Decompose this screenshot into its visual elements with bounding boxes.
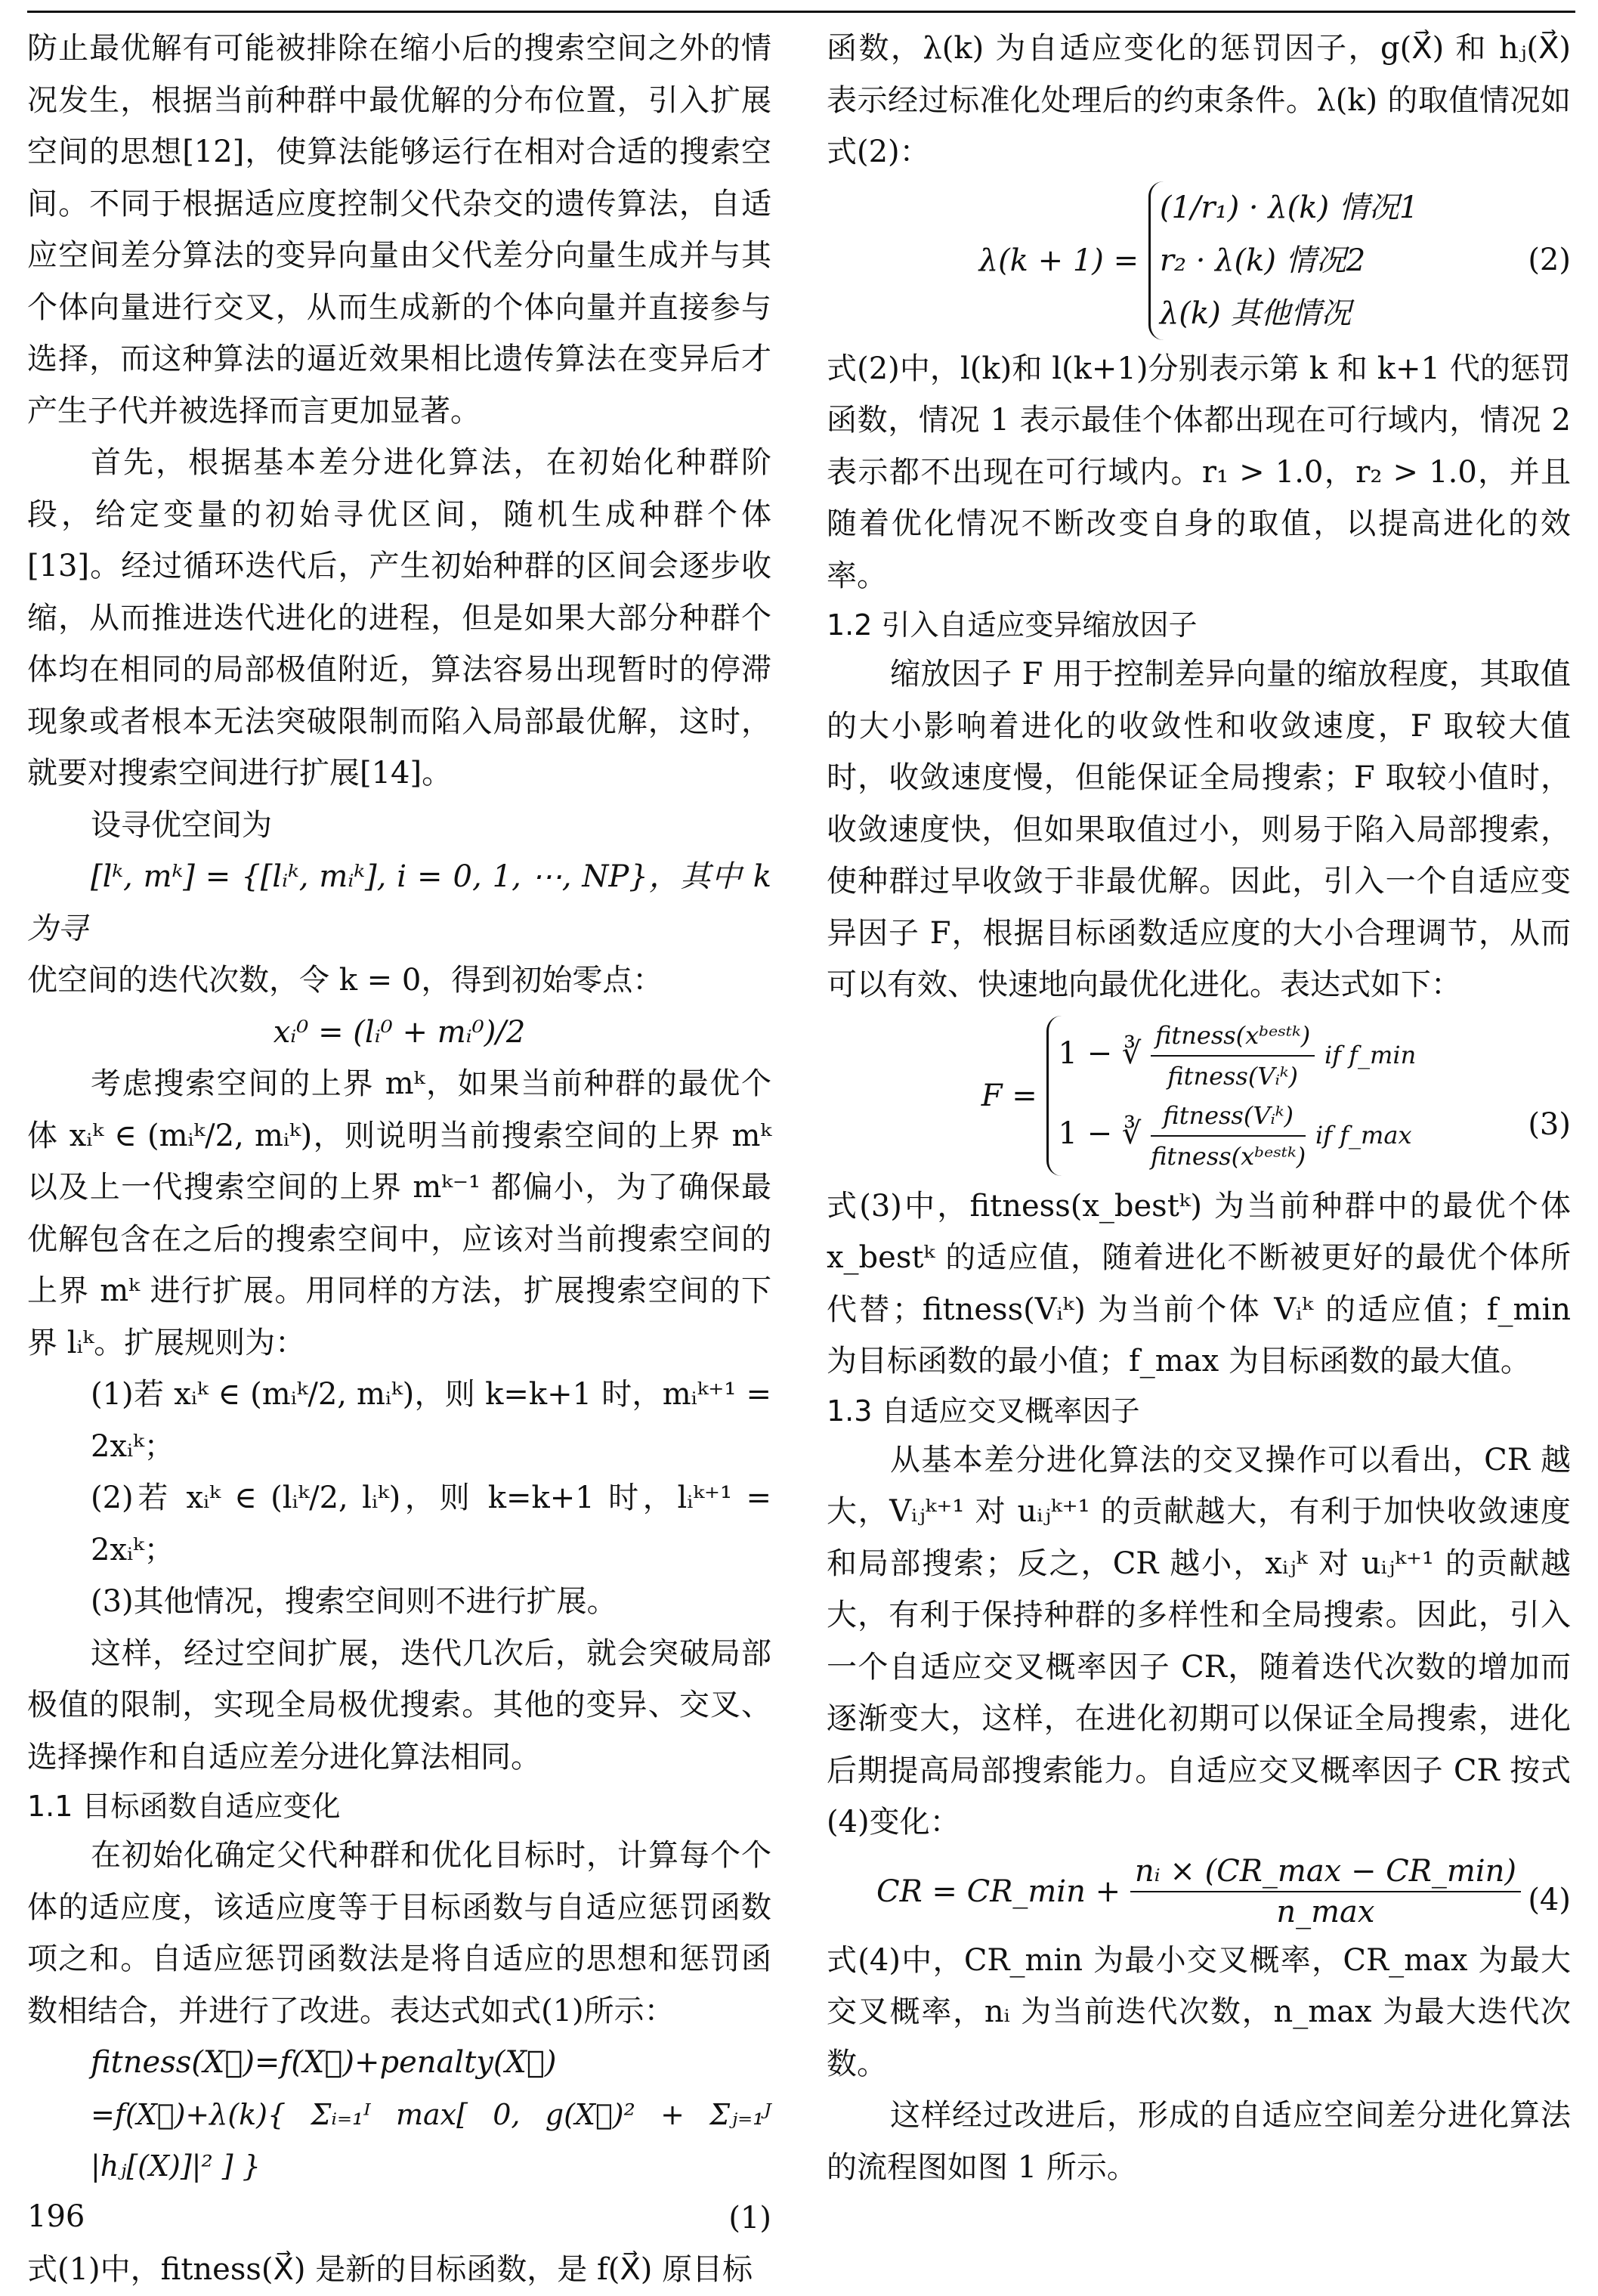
header-rule [27, 11, 1575, 13]
one-minus-cube-root: 1 − ∛ [1058, 1035, 1142, 1071]
denominator: fitness(xᵇᵉˢᵗᵏ) [1151, 1141, 1306, 1171]
equation-1-line-2: =f(X⃗)+λ(k){ Σᵢ₌₁ᴵ max[ 0, g(X⃗)² + Σⱼ₌₁ᴶ |hⱼ[(X)]|² ] } [91, 2097, 771, 2183]
equation-number: (4) [1528, 1882, 1571, 1917]
one-minus-cube-root: 1 − ∛ [1058, 1116, 1142, 1151]
equation-3-cases [1046, 1016, 1416, 1176]
equation-4-lhs: CR = CR_min + [876, 1874, 1121, 1909]
expansion-rule-3: (3)其他情况，搜索空间则不进行扩展。 [91, 1584, 617, 1619]
equation-2-case-3: λ(k) 其他情况 [1159, 296, 1352, 331]
equation-2-case-2: r₂ · λ(k) 情况2 [1159, 243, 1366, 278]
equation-3-case-2 [1058, 1096, 1416, 1176]
paragraph: 从基本差分进化算法的交叉操作可以看出，CR 越大，Vᵢⱼᵏ⁺¹ 对 uᵢⱼᵏ⁺¹ 的贡献越大，有利于加快收敛速度和局部搜索；反之，CR 越小，xᵢⱼᵏ 对 uᵢⱼᵏ⁺¹ 的贡献越大，有利于保持种群的多样性和全局搜索。因此，引入一个自适应交叉概率因子 CR，随着迭代次数的增加而逐渐变大，这样，在进化初期可以保证全局搜索，进化后期提高局部搜索能力。自适应交叉概率因子 CR 按式(4)变化： [827, 1442, 1571, 1840]
condition: if f_min [1324, 1040, 1417, 1069]
equation-2-cases [1148, 181, 1418, 340]
equation-4 [827, 1852, 1571, 1932]
paragraph: 考虑搜索空间的上界 mᵏ，如果当前种群的最优个体 xᵢᵏ ∈ (mᵢᵏ/2, mᵢᵏ)，则说明当前搜索空间的上界 mᵏ 以及上一代搜索空间的上界 mᵏ⁻¹ 都偏小，为了确保最优解包含在之后的搜索空间中，应该对当前搜索空间的上界 mᵏ 进行扩展。用同样的方法，扩展搜索空间的下界 lᵢᵏ。扩展规则为： [27, 1066, 771, 1360]
equation-initial-point: xᵢ⁰ = (lᵢ⁰ + mᵢ⁰)/2 [273, 1014, 526, 1050]
fraction [1151, 1096, 1306, 1176]
numerator: fitness(Vᵢᵏ) [1151, 1096, 1306, 1137]
denominator: n_max [1276, 1894, 1375, 1929]
numerator: fitness(xᵇᵉˢᵗᵏ) [1151, 1016, 1315, 1057]
page-number: 196 [27, 2199, 85, 2234]
paragraph: 函数，λ(k) 为自适应变化的惩罚因子，g(X⃗) 和 hⱼ(X⃗) 表示经过标准化处理后的约束条件。λ(k) 的取值情况如式(2)： [827, 31, 1571, 169]
paragraph: 式(1)中，fitness(X⃗) 是新的目标函数，是 f(X⃗) 原目标 [27, 2252, 753, 2287]
paragraph: 首先，根据基本差分进化算法，在初始化种群阶段，给定变量的初始寻优区间，随机生成种群个体[13]。经过循环迭代后，产生初始种群的区间会逐步收缩，从而推进迭代进化的进程，但是如果大部分种群个体均在相同的局部极值附近，算法容易出现暂时的停滞现象或者根本无法突破限制而陷入局部最优解，这时，就要对搜索空间进行扩展[14]。 [27, 445, 771, 791]
paragraph: 设寻优空间为 [91, 807, 272, 843]
expansion-rule-1: (1)若 xᵢᵏ ∈ (mᵢᵏ/2, mᵢᵏ)，则 k=k+1 时，mᵢᵏ⁺¹ = 2xᵢᵏ； [91, 1377, 771, 1464]
paragraph: 缩放因子 F 用于控制差异向量的缩放程度，其取值的大小影响着进化的收敛性和收敛速度，F 取较大值时，收敛速度慢，但能保证全局搜索；F 取较小值时，收敛速度快，但如果取值过小，则易于陷入局部搜索，使种群过早收敛于非最优解。因此，引入一个自适应变异因子 F，根据目标函数适应度的大小合理调节，从而可以有效、快速地向最优化进化。表达式如下： [827, 657, 1571, 1002]
denominator: fitness(Vᵢᵏ) [1167, 1061, 1299, 1091]
fraction [1130, 1852, 1521, 1932]
paragraph: 式(2)中，l(k)和 l(k+1)分别表示第 k 和 k+1 代的惩罚函数，情况 1 表示最佳个体都出现在可行域内，情况 2 表示都不出现在可行域内。r₁ > 1.0，r₂ > 1.0，并且随着优化情况不断改变自身的取值，以提高进化的效率。 [827, 351, 1571, 593]
numerator: nᵢ × (CR_max − CR_min) [1130, 1852, 1521, 1892]
paragraph: 这样经过改进后，形成的自适应空间差分进化算法的流程图如图 1 所示。 [827, 2098, 1571, 2185]
equation-3-lhs: F = [981, 1078, 1037, 1113]
section-heading-1-3: 1.3 自适应交叉概率因子 [827, 1394, 1140, 1428]
paragraph: 在初始化确定父代种群和优化目标时，计算每个个体的适应度，该适应度等于目标函数与自适应惩罚函数项之和。自适应惩罚函数法是将自适应的思想和惩罚函数相结合，并进行了改进。表达式如式(1)所示： [27, 1838, 771, 2028]
paragraph: 式(3)中，fitness(x_bestᵏ) 为当前种群中的最优个体 x_bestᵏ 的适应值，随着进化不断被更好的最优个体所代替；fitness(Vᵢᵏ) 为当前个体 Vᵢᵏ 的适应值；f_min 为目标函数的最小值；f_max 为目标函数的最大值。 [827, 1188, 1571, 1379]
equation-2-lhs: λ(k + 1) = [978, 243, 1139, 278]
right-column [827, 23, 1571, 2193]
expansion-rule-2: (2)若 xᵢᵏ ∈ (lᵢᵏ/2, lᵢᵏ)，则 k=k+1 时，lᵢᵏ⁺¹ = 2xᵢᵏ； [91, 1481, 771, 1567]
paragraph: 式(4)中，CR_min 为最小交叉概率，CR_max 为最大交叉概率，nᵢ 为当前迭代次数，n_max 为最大迭代次数。 [827, 1942, 1571, 2081]
paragraph: 优空间的迭代次数，令 k = 0，得到初始零点： [27, 963, 663, 998]
equation-3 [827, 1016, 1571, 1176]
equation-number: (2) [1528, 242, 1571, 277]
equation-2 [827, 181, 1571, 340]
paragraph: 防止最优解有可能被排除在缩小后的搜索空间之外的情况发生，根据当前种群中最优解的分布位置，引入扩展空间的思想[12]，使算法能够运行在相对合适的搜索空间。不同于根据适应度控制父代杂交的遗传算法，自适应空间差分算法的变异向量由父代差分向量生成并与其个体向量进行交叉，从而生成新的个体向量并直接参与选择，而这种算法的逼近效果相比遗传算法在变异后才产生子代并被选择而言更加显著。 [27, 31, 771, 429]
equation-1-line-1: fitness(X⃗)=f(X⃗)+penalty(X⃗) [91, 2045, 557, 2080]
equation-3-case-1 [1058, 1016, 1416, 1096]
section-heading-1-1: 1.1 目标函数自适应变化 [27, 1790, 341, 1823]
equation-number: (1) [728, 2200, 771, 2236]
equation-number: (3) [1528, 1106, 1571, 1142]
condition: if f_max [1315, 1120, 1412, 1150]
formula-search-space: [lᵏ, mᵏ] = {[lᵢᵏ, mᵢᵏ], i = 0, 1, ⋯, NP}，其中 k 为寻 [27, 859, 771, 946]
paragraph: 这样，经过空间扩展，迭代几次后，就会突破局部极值的限制，实现全局极优搜索。其他的变异、交叉、选择操作和自适应差分进化算法相同。 [27, 1635, 771, 1775]
equation-2-case-1: (1/r₁) · λ(k) 情况1 [1159, 190, 1419, 225]
fraction [1151, 1016, 1315, 1096]
section-heading-1-2: 1.2 引入自适应变异缩放因子 [827, 608, 1198, 642]
left-column [27, 23, 771, 2296]
